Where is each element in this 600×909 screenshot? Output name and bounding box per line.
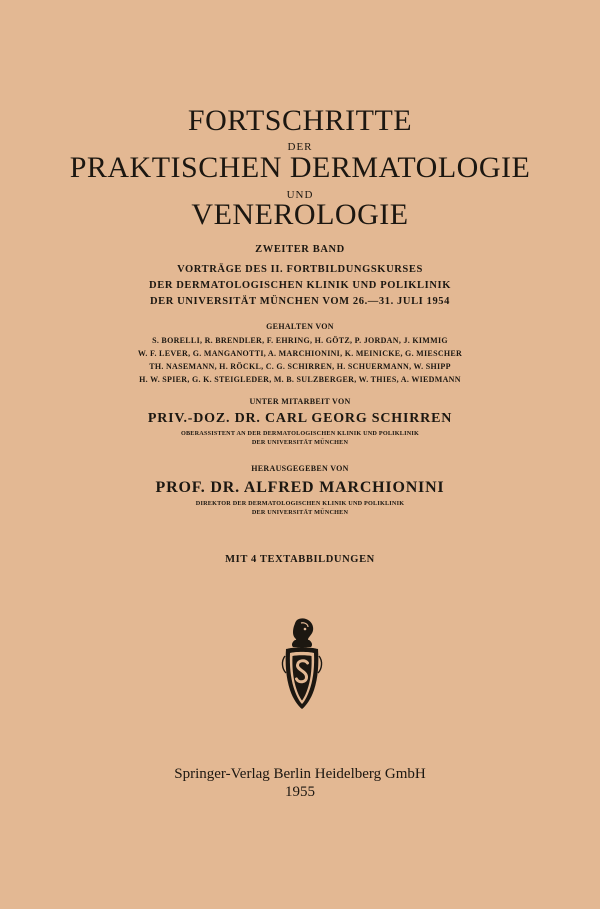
lectures-line-1: VORTRÄGE DES II. FORTBILDUNGSKURSES <box>177 264 423 275</box>
publication-year: 1955 <box>285 784 315 800</box>
collaborator-role-line-2: DER UNIVERSITÄT MÜNCHEN <box>251 439 349 446</box>
title-der: DER <box>287 141 313 153</box>
title-und: UND <box>286 189 314 201</box>
speakers-line-4: H. W. SPIER, G. K. STEIGLEDER, M. B. SULZBERGER, W. THIES, A. WIEDMANN <box>139 375 461 384</box>
editor-role-line-1: DIREKTOR DER DERMATOLOGISCHEN KLINIK UND POLIKLINIK <box>195 500 405 507</box>
collaborator-role-line-1: OBERASSISTENT AN DER DERMATOLOGISCHEN KLINIK UND POLIKLINIK <box>180 430 420 437</box>
lectures-line-3: DER UNIVERSITÄT MÜNCHEN VOM 26.—31. JULI 1954 <box>149 296 450 307</box>
collaboration-label: UNTER MITARBEIT VON <box>249 397 351 406</box>
volume-label: ZWEITER BAND <box>255 244 345 255</box>
speakers-line-2: W. F. LEVER, G. MANGANOTTI, A. MARCHIONINI, K. MEINICKE, G. MIESCHER <box>137 349 463 358</box>
speakers-line-3: TH. NASEMANN, H. RÖCKL, C. G. SCHIRREN, H. SCHUERMANN, W. SHIPP <box>149 362 451 371</box>
editor-label: HERAUSGEGEBEN VON <box>251 464 349 473</box>
springer-knight-emblem-icon <box>279 616 325 716</box>
title-line-3: VENEROLOGIE <box>191 198 409 231</box>
figures-note: MIT 4 TEXTABBILDUNGEN <box>225 554 375 565</box>
speakers-line-1: S. BORELLI, R. BRENDLER, F. EHRING, H. GÖTZ, P. JORDAN, J. KIMMIG <box>152 336 448 345</box>
title-line-1: FORTSCHRITTE <box>187 104 413 137</box>
publisher: Springer-Verlag Berlin Heidelberg GmbH <box>174 766 426 782</box>
collaborator-name: PRIV.-DOZ. DR. CARL GEORG SCHIRREN <box>147 411 453 426</box>
title-line-2: PRAKTISCHEN DERMATOLOGIE <box>69 151 531 184</box>
lectures-line-2: DER DERMATOLOGISCHEN KLINIK UND POLIKLINIK <box>149 280 451 291</box>
editor-role-line-2: DER UNIVERSITÄT MÜNCHEN <box>251 509 349 516</box>
editor-name: PROF. DR. ALFRED MARCHIONINI <box>155 479 445 496</box>
held-by-label: GEHALTEN VON <box>266 322 334 331</box>
